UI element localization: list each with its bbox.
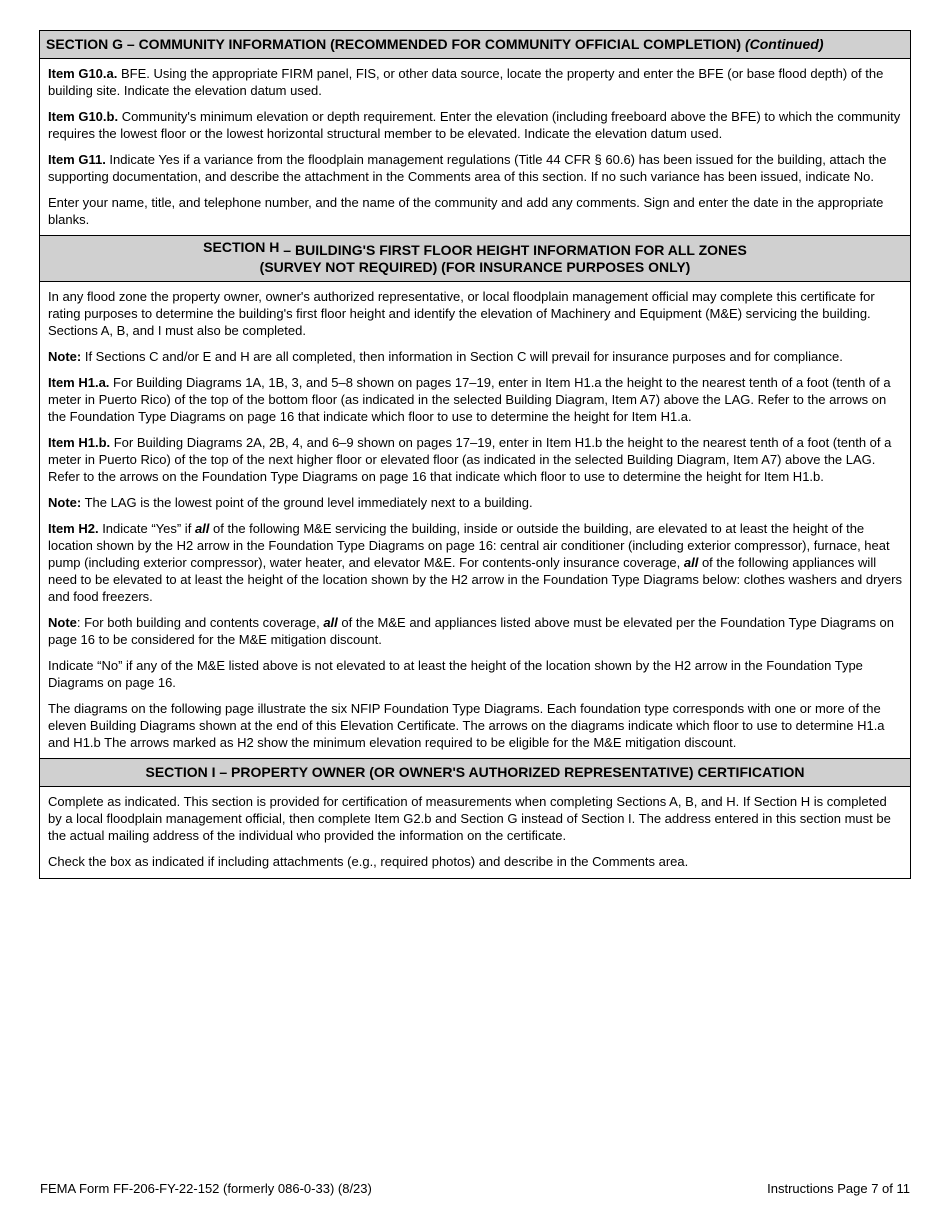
item-h1b-text: For Building Diagrams 2A, 2B, 4, and 6–9 shown on pages 17–19, enter in Item H1.b the height to the nearest tenth of a foot (tenth of a meter in Puerto Rico) of the top of the next higher floor or elevated floor (as indicated in the selected Building Diagram, Item A7) above the LAG. Refer to the arrows on the Foundation Type Diagrams on page 16 that indicate which floor to use to determine the height for Item H1.b. <box>48 435 892 484</box>
note3-text-b: of the M&E and appliances listed above must be elevated per the Foundation Type Diagrams on page 16 to be considered for the M&E mitigation discount. <box>48 615 895 647</box>
section-h-title-line1 <box>48 239 902 259</box>
item-h1a-text: For Building Diagrams 1A, 1B, 3, and 5–8 shown on pages 17–19, enter in Item H1.a the height to the nearest tenth of a foot (tenth of a meter in Puerto Rico) of the top of the bottom floor (as indicated in the selected Building Diagram, Item A7) above the LAG. Refer to the arrows on the Foundation Type Diagrams on page 16 that indicate which floor to use to determine the height for Item H1.a. <box>48 375 891 424</box>
item-h2-paragraph <box>48 520 902 605</box>
note-lag <box>48 494 902 511</box>
item-h1a-label: Item H1.a. <box>48 375 110 390</box>
section-i-title: SECTION I – PROPERTY OWNER (OR OWNER'S AUTHORIZED REPRESENTATIVE) CERTIFICATION <box>145 764 805 780</box>
item-g10a-label: Item G10.a. <box>48 66 118 81</box>
section-h-title-rest: – BUILDING'S FIRST FLOOR HEIGHT INFORMATION FOR ALL ZONES <box>279 242 747 258</box>
note2-text: The LAG is the lowest point of the ground level immediately next to a building. <box>81 495 533 510</box>
item-h2-text-c: of the following appliances will need to be elevated to at least the height of the location shown by the H2 arrow in the Foundation Type Diagrams below: clothes washers and dryers and food freezers. <box>48 555 902 604</box>
note-sections-c-e-h <box>48 348 902 365</box>
note3-text-a: : For both building and contents coverage, <box>76 615 324 630</box>
item-g11-text: Indicate Yes if a variance from the floodplain management regulations (Title 44 CFR § 60.6) has been issued for the building, attach the supporting documentation, and describe the attachment in the Comments area of this section. If no such variance has been issued, indicate No. <box>48 152 887 184</box>
item-g10b-label: Item G10.b. <box>48 109 119 124</box>
note-mitigation-discount <box>48 614 902 648</box>
section-i-body <box>40 787 910 878</box>
form-number: FEMA Form FF-206-FY-22-152 (formerly 086-0-33) (8/23) <box>40 1181 372 1196</box>
section-h-title-prefix: SECTION H <box>203 239 280 255</box>
section-g-title: SECTION G – COMMUNITY INFORMATION (RECOMMENDED FOR COMMUNITY OFFICIAL COMPLETION) <box>46 36 742 52</box>
item-h2-all-emphasis-1: all <box>194 521 210 536</box>
item-h1b-label: Item H1.b. <box>48 435 111 450</box>
section-g-header <box>40 31 910 59</box>
section-g-body <box>40 59 910 236</box>
section-h-intro: In any flood zone the property owner, owner's authorized representative, or local floodplain management official may complete this certificate for rating purposes to determine the building's first floor height and identify the elevation of Machinery and Equipment (M&E) servicing the building. Sections A, B, and I must also be completed. <box>48 289 875 338</box>
instructions-frame <box>39 30 911 879</box>
section-i-paragraph-1: Complete as indicated. This section is provided for certification of measurements when completing Sections A, B, and H. If Section H is completed by a local floodplain management official, then complete Item G2.b and Section G instead of Section I. The address entered in this section must be the actual mailing address of the individual who provided the information on the certificate. <box>48 794 891 843</box>
note1-text: If Sections C and/or E and H are all completed, then information in Section C will prevail for insurance purposes and for compliance. <box>81 349 843 364</box>
item-g11-paragraph <box>48 151 902 185</box>
item-g10a-text: BFE. Using the appropriate FIRM panel, FIS, or other data source, locate the property and enter the BFE (or base flood depth) of the building site. Indicate the elevation datum used. <box>48 66 884 98</box>
section-h-body <box>40 282 910 759</box>
section-h-header <box>40 236 910 282</box>
item-h2-text-b: of the following M&E servicing the building, inside or outside the building, are elevated to at least the height of the location shown by the H2 arrow in the Foundation Type Diagrams on page 16: central air conditioner (including exterior compressor), furnace, heat pump (including exterior compressor), water heater, and elevator M&E. For contents-only insurance coverage, <box>48 521 890 570</box>
section-h-title-line2: (SURVEY NOT REQUIRED) (FOR INSURANCE PURPOSES ONLY) <box>259 259 691 275</box>
item-h2-all-emphasis-2: all <box>683 555 699 570</box>
note3-all-emphasis: all <box>323 615 338 630</box>
item-h1b-paragraph <box>48 434 902 485</box>
item-h2-label: Item H2. <box>48 521 99 536</box>
section-g-continued: (Continued) <box>744 36 824 52</box>
note1-label: Note: <box>48 349 82 364</box>
page-number: Instructions Page 7 of 11 <box>767 1181 910 1196</box>
section-i-header <box>40 759 910 787</box>
indicate-no-paragraph: Indicate “No” if any of the M&E listed above is not elevated to at least the height of the location shown by the H2 arrow in the Foundation Type Diagrams on page 16. <box>48 658 863 690</box>
item-h1a-paragraph <box>48 374 902 425</box>
foundation-diagrams-paragraph: The diagrams on the following page illustrate the six NFIP Foundation Type Diagrams. Each foundation type corresponds with one or more of the eleven Building Diagrams shown at the end of this Elevation Certificate. The arrows on the diagrams indicate which floor to use to determine H1.a and H1.b The arrows marked as H2 show the minimum elevation required to be eligible for the M&E mitigation discount. <box>48 701 885 750</box>
section-g-closing: Enter your name, title, and telephone number, and the name of the community and add any comments. Sign and enter the date in the appropriate blanks. <box>48 195 884 227</box>
item-g10a-paragraph <box>48 65 902 99</box>
item-g10b-text: Community's minimum elevation or depth requirement. Enter the elevation (including freeboard above the BFE) to which the community requires the lowest floor or the lowest horizontal structural member to be elevated. Indicate the elevation datum used. <box>48 109 901 141</box>
note2-label: Note: <box>48 495 82 510</box>
note3-label: Note <box>48 615 77 630</box>
item-g10b-paragraph <box>48 108 902 142</box>
item-g11-label: Item G11. <box>48 152 106 167</box>
section-i-paragraph-2: Check the box as indicated if including attachments (e.g., required photos) and describe in the Comments area. <box>48 854 689 869</box>
item-h2-text-a: Indicate “Yes” if <box>98 521 195 536</box>
